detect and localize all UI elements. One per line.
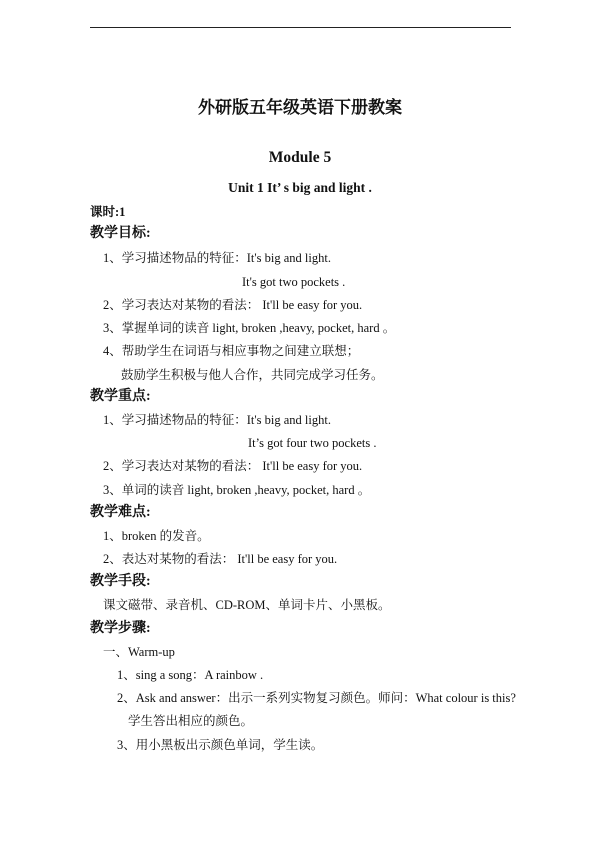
step-item: 一、Warm-up <box>103 645 175 659</box>
key-point-item: 2、学习表达对某物的看法： It'll be easy for you. <box>103 459 363 473</box>
difficulty-item: 2、表达对某物的看法： It'll be easy for you. <box>103 552 338 566</box>
objective-item: 1、学习描述物品的特征：It's big and light. <box>103 251 331 265</box>
key-point-item: 1、学习描述物品的特征：It's big and light. <box>103 413 331 427</box>
class-hours: 课时:1 <box>90 205 126 219</box>
step-item: 学生答出相应的颜色。 <box>128 714 254 728</box>
objective-item: 4、帮助学生在词语与相应事物之间建立联想； <box>103 344 360 358</box>
objectives-heading: 教学目标: <box>90 226 151 241</box>
key-point-item: It’s got four two pockets . <box>248 436 377 450</box>
step-item: 2、Ask and answer：出示一系列实物复习颜色。师问：What colour is this? <box>117 691 516 705</box>
difficulties-heading: 教学难点: <box>90 505 151 520</box>
objective-item: It's got two pockets . <box>242 275 346 289</box>
module-heading: Module 5 <box>268 149 332 166</box>
objective-item: 2、学习表达对某物的看法： It'll be easy for you. <box>103 298 363 312</box>
difficulty-item: 1、broken 的发音。 <box>103 529 210 543</box>
step-item: 1、sing a song：A rainbow . <box>117 668 264 682</box>
means-heading: 教学手段: <box>90 574 151 589</box>
objective-item: 鼓励学生积极与他人合作，共同完成学习任务。 <box>121 368 384 382</box>
step-item: 3、用小黑板出示颜色单词，学生读。 <box>117 738 324 752</box>
objective-item: 3、掌握单词的读音 light, broken ,heavy, pocket, hard 。 <box>103 321 396 335</box>
key-points-heading: 教学重点: <box>90 389 151 404</box>
steps-heading: 教学步骤: <box>90 621 151 636</box>
key-point-item: 3、单词的读音 light, broken ,heavy, pocket, hard 。 <box>103 483 371 497</box>
unit-heading: Unit 1 It’ s big and light . <box>228 180 372 195</box>
document-title: 外研版五年级英语下册教案 <box>198 98 402 117</box>
means-text: 课文磁带、录音机、CD-ROM、单词卡片、小黑板。 <box>103 598 391 612</box>
header-rule <box>90 27 511 28</box>
